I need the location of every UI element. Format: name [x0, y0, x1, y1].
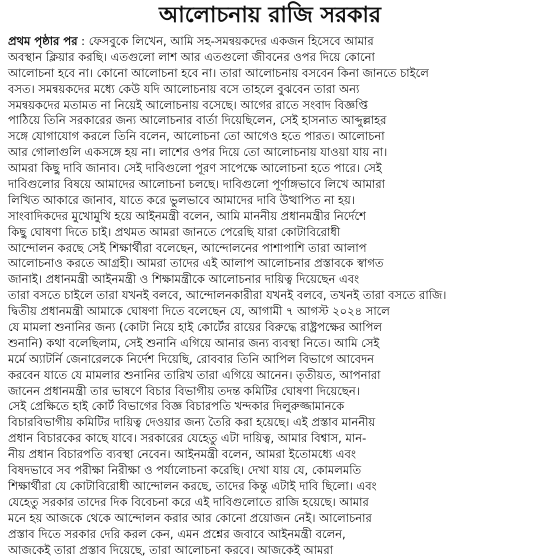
article-line: শিক্ষার্থীরা যে কোটাবিরোধী আন্দোলন করছে, তাদের কিন্তু এটাই দাবি ছিলো। এবং — [8, 479, 534, 495]
article-line: আর গোলাগুলি একসঙ্গে হয় না। লাশের ওপর দিয়ে তো আলোচনায় যাওয়া যায় না। — [8, 145, 534, 161]
article-line: যে মামলা শুনানির জন্য (কোটা নিয়ে হাই কোর্টের রায়ের বিরুদ্ধে রাষ্ট্রপক্ষের আপিল — [8, 320, 534, 336]
article-line: জানেন প্রধানমন্ত্রী তার ভাষণে বিচার বিভাগীয় তদন্ত কমিটির ঘোষণা দিয়েছেন। — [8, 384, 534, 400]
line-text: : ফেসবুকে লিখেন, আমি সহ-সমন্বয়কদের একজন হিসেবে আমার — [81, 34, 374, 48]
article-line: প্রধান বিচারকের কাছে যাবে। সরকারের যেহেতু এটা দায়িত্ব, আমার বিশ্বাস, মান- — [8, 431, 534, 447]
article-line: যেহেতু সরকার তাদের দিক বিবেচনা করে এই দাবিগুলোতে রাজি হয়েছে। আমার — [8, 495, 534, 511]
article-line: আলোচনাও করতে আগ্রহী। আমরা তাদের এই আলাপ আলোচনার প্রস্তাবকে স্বাগত — [8, 256, 534, 272]
article-line: সেই প্রেক্ষিতে হাই কোর্ট বিভাগের বিজ্ঞ বিচারপতি খন্দকার দিলুরুজ্জামানকে — [8, 399, 534, 415]
article-line: দ্বিতীয় প্রধানমন্ত্রী আমাকে ঘোষণা দিতে বলেছেন যে, আগামী ৭ আগস্ট ২০২৪ সালে — [8, 304, 534, 320]
article-line — [8, 34, 534, 50]
article-line: আমরা কিছু দাবি জানাব। সেই দাবিগুলো পূরণ সাপেক্ষে আলোচনা হতে পারে। সেই — [8, 161, 534, 177]
article-line: সাংবাদিকদের মুখোমুখি হয়ে আইনমন্ত্রী বলেন, আমি মাননীয় প্রধানমন্ত্রীর নির্দেশে — [8, 209, 534, 225]
article-line: বসত। সমন্বয়কদের মধ্যে কেউ যদি আলোচনায় বসে তাহলে বুঝবেন তারা অন্য — [8, 82, 534, 98]
article-line: করবেন যাতে যে মামলার শুনানির তারিখ তারা এগিয়ে আনেন। তৃতীয়ত, আপনারা — [8, 368, 534, 384]
article-line: দাবিগুলোর বিষয়ে আমাদের আলোচনা চলছে। দাবিগুলো পূর্ণাঙ্গভাবে লিখে আমারা — [8, 177, 534, 193]
article-line: জানাই। প্রধানমন্ত্রী আইনমন্ত্রী ও শিক্ষামন্ত্রীকে আলোচনার দায়িত্ব দিয়েছেন এবং — [8, 272, 534, 288]
article-line: নীয় প্রধান বিচারপতি ব্যবস্থা নেবেন। আইনমন্ত্রী বলেন, আমরা ইতোমধ্যে এবং — [8, 447, 534, 463]
article-line: বিষদভাবে সব পরীক্ষা নিরীক্ষা ও পর্যালোচনা করেছি। দেখা যায় যে, কোমলমতি — [8, 463, 534, 479]
article-line: আন্দোলন করছে সেই শিক্ষার্থীরা বলেছেন, আন্দোলনের পাশাপাশি তারা আলাপ — [8, 241, 534, 257]
article-line: কিছু ঘোষণা দিতে চাই। প্রথমত আমরা জানতে পেরেছি যারা কোটাবিরোধী — [8, 225, 534, 241]
article-line: বিচারবিভাগীয় কমিটির দায়িত্ব দেওয়ার জন্য তৈরি করা হয়েছে। এই প্রস্তাব মাননীয় — [8, 415, 534, 431]
article-body — [8, 34, 534, 440]
article-line: অবস্থান ক্লিয়ার করছি। এতগুলো লাশ আর এতগুলো জীবনের ওপর দিয়ে কোনো — [8, 50, 534, 66]
article-line: আজকেই তারা প্রস্তাব দিয়েছে, তারা আলোচনা করবে। আজকেই আমরা — [8, 543, 534, 558]
article-line: পাঠিয়ে তিনি সরকারের জন্য আলোচনার বার্তা দিয়েছিলেন, সেই হাসনাত আব্দুল্লাহর — [8, 113, 534, 129]
article-line: তারা বসতে চাইলে তারা যখনই বলবে, আন্দোলনকারীরা যখনই বলবে, তখনই তারা বসতে রাজি। — [8, 288, 534, 304]
article-headline: আলোচনায় রাজি সরকার — [0, 0, 540, 32]
article-line: মর্মে অ্যাটর্নি জেনারেলকে নির্দেশ দিয়েছি, রোববার তিনি আপিল বিভাগে আবেদন — [8, 352, 534, 368]
article-line: প্রস্তাব দিতে সরকার দেরি করল কেন, এমন প্রশ্নের জবাবে আইনমন্ত্রী বলেন, — [8, 527, 534, 543]
article-line: আলোচনা হবে না। কোনো আলোচনা হবে না। তারা আলোচনায় বসবেন কিনা জানতে চাইলে — [8, 66, 534, 82]
continued-label: প্রথম পৃষ্ঠার পর — [8, 34, 78, 48]
article-line: লিখিত আকারে জানাব, যাতে করে ভুলভাবে আমাদের দাবি উত্থাপিত না হয়। — [8, 193, 534, 209]
article-line: সমন্বয়কদের মতামত না নিয়েই আলোচনায় বসেছে। আগের রাতে সংবাদ বিজ্ঞপ্তি — [8, 98, 534, 114]
article-line: শুনানি) কথা বলেছিলাম, সেই শুনানি এগিয়ে আনার জন্য ব্যবস্থা নিতে। আমি সেই — [8, 336, 534, 352]
article-line: সঙ্গে যোগাযোগ করলে তিনি বলেন, আলোচনা তো আগেও হতে পারত। আলোচনা — [8, 129, 534, 145]
article-line: মনে হয় আজকে থেকে আন্দোলন করার আর কোনো প্রয়োজন নেই। আলোচনার — [8, 511, 534, 527]
